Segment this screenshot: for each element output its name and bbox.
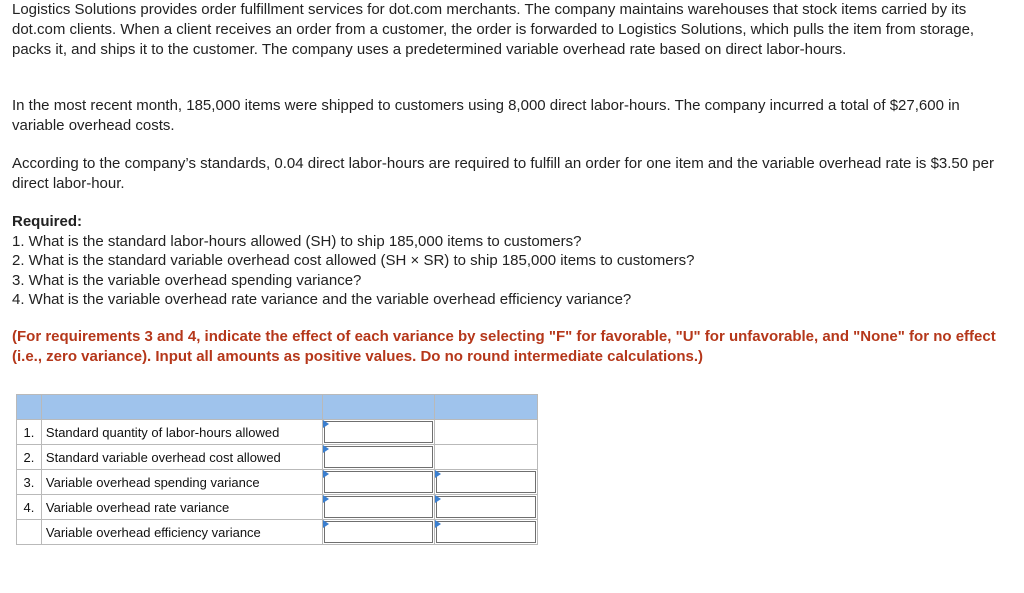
table-row (17, 470, 538, 495)
amount-input-5[interactable] (324, 521, 432, 543)
table-row (17, 495, 538, 520)
instructions: (For requirements 3 and 4, indicate the effect of each variance by selecting "F" for favorable, "U" for unfavorable, and "None" for no effect (i.e., zero variance). Input all amounts as positive values. Do no round intermediate calculations.) (12, 328, 996, 365)
required-title: Required: (12, 213, 83, 230)
row-label: Variable overhead spending variance (41, 470, 322, 495)
table-row (17, 445, 538, 470)
effect-select-3[interactable] (436, 471, 536, 493)
input-marker-icon (323, 445, 329, 453)
amount-input-2[interactable] (324, 446, 432, 468)
question-4: 4. What is the variable overhead rate variance and the variable overhead efficiency variance? (12, 291, 632, 309)
dropdown-marker-icon (435, 470, 441, 478)
question-2: 2. What is the standard variable overhead cost allowed (SH × SR) to ship 185,000 items to customers? (12, 252, 695, 270)
row-label: Standard variable overhead cost allowed (41, 445, 322, 470)
amount-input-4[interactable] (324, 496, 432, 518)
amount-input-3[interactable] (324, 471, 432, 493)
row-label: Variable overhead rate variance (41, 495, 322, 520)
input-marker-icon (323, 520, 329, 528)
row-label: Variable overhead efficiency variance (41, 520, 322, 545)
dropdown-marker-icon (435, 520, 441, 528)
row-number: 1. (17, 420, 42, 445)
required-section (12, 212, 1012, 310)
input-marker-icon (323, 495, 329, 503)
effect-select-5[interactable] (436, 521, 536, 543)
question-3: 3. What is the variable overhead spending variance? (12, 271, 362, 289)
row-number: 2. (17, 445, 42, 470)
table-header-row (17, 395, 538, 420)
paragraph-intro: Logistics Solutions provides order fulfillment services for dot.com merchants. The company maintains warehouses that stock items carried by its dot.com clients. When a client receives an order from a customer, the order is forwarded to Logistics Solutions, which pulls the item from storage, packs it, and ships it to the customer. The company uses a predetermined variable overhead rate based on direct labor-hours. (12, 1, 975, 58)
amount-input-1[interactable] (324, 421, 432, 443)
paragraph-standards: According to the company’s standards, 0.04 direct labor-hours are required to fulfill an order for one item and the variable overhead rate is $3.50 per direct labor-hour. (12, 155, 994, 192)
input-marker-icon (323, 470, 329, 478)
question-1: 1. What is the standard labor-hours allowed (SH) to ship 185,000 items to customers? (12, 233, 582, 250)
row-number: 3. (17, 470, 42, 495)
input-marker-icon (323, 420, 329, 428)
row-number: 4. (17, 495, 42, 520)
paragraph-month-data: In the most recent month, 185,000 items were shipped to customers using 8,000 direct labor-hours. The company incurred a total of $27,600 in variable overhead costs. (12, 97, 960, 134)
answer-table (16, 394, 538, 545)
table-row (17, 520, 538, 545)
table-row (17, 420, 538, 445)
effect-select-4[interactable] (436, 496, 536, 518)
row-number (17, 520, 42, 545)
row-label: Standard quantity of labor-hours allowed (41, 420, 322, 445)
dropdown-marker-icon (435, 495, 441, 503)
